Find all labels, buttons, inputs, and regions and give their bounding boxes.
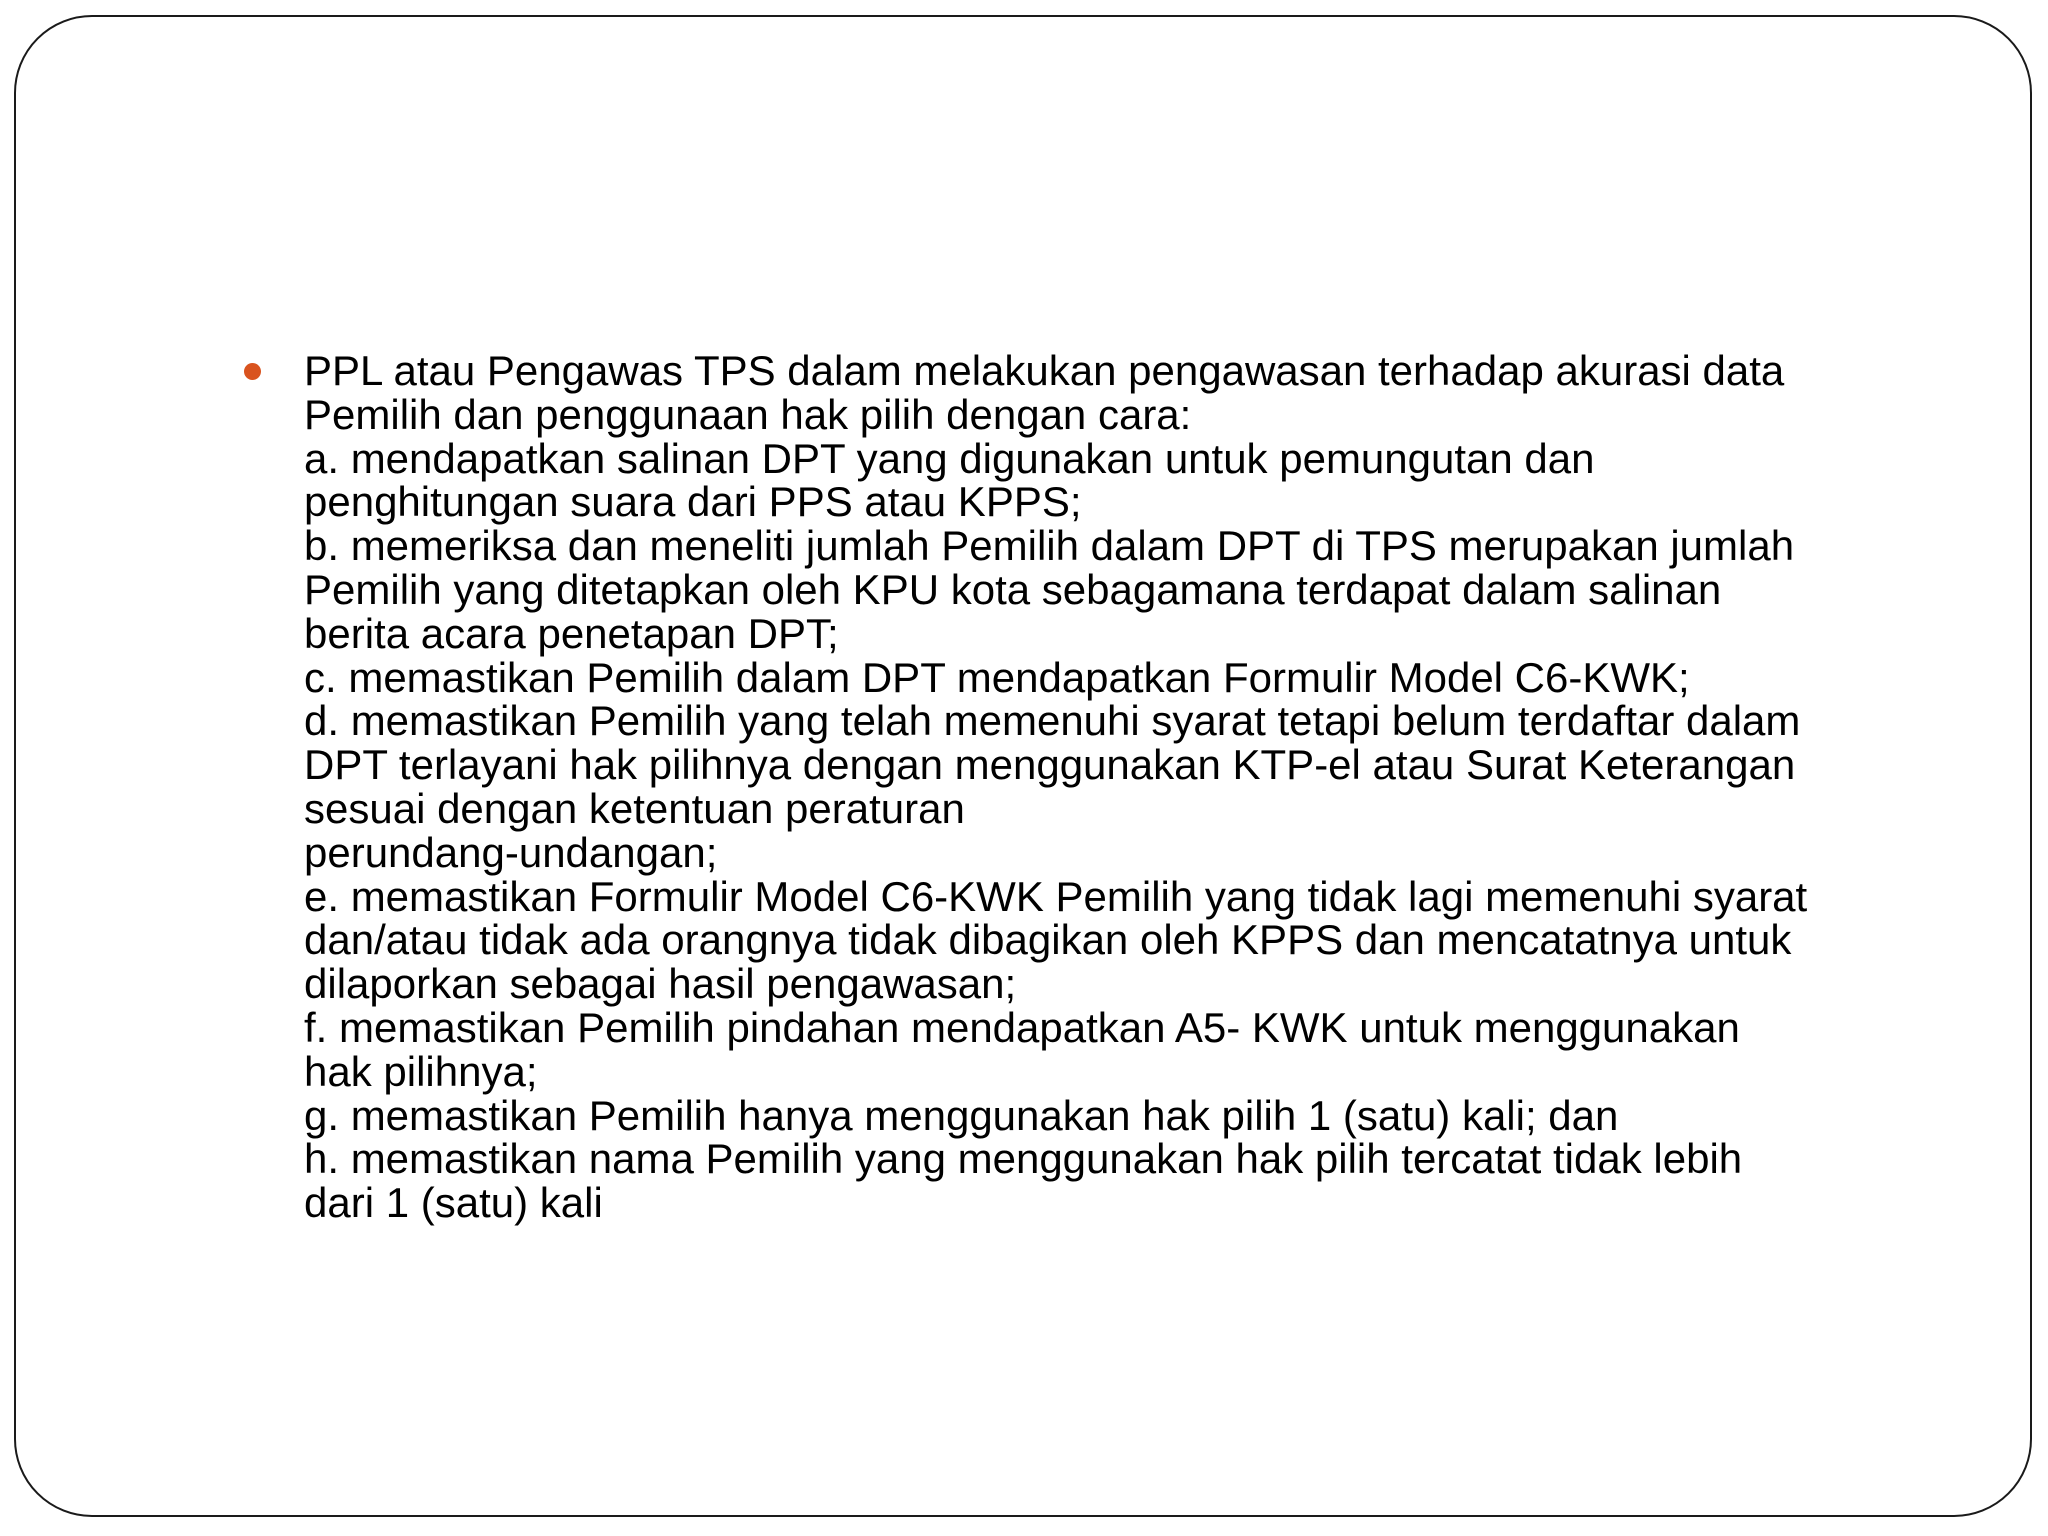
text-line: a. mendapatkan salinan DPT yang digunakan untuk pemungutan dan [304,434,1595,482]
text-line: f. memastikan Pemilih pindahan mendapatkan A5- KWK untuk menggunakan [304,1003,1740,1051]
text-line: dari 1 (satu) kali [304,1179,603,1227]
text-line: DPT terlayani hak pilihnya dengan menggunakan KTP-el atau Surat Keterangan [304,741,1796,789]
text-line: Pemilih yang ditetapkan oleh KPU kota sebagamana terdapat dalam salinan [304,565,1722,613]
bullet-text [304,349,1994,1225]
text-line: berita acara penetapan DPT; [304,609,839,657]
text-line: penghitungan suara dari PPS atau KPPS; [304,478,1082,526]
slide-frame [14,15,2032,1517]
text-line: e. memastikan Formulir Model C6-KWK Pemilih yang tidak lagi memenuhi syarat [304,872,1808,920]
text-line: dan/atau tidak ada orangnya tidak dibagikan oleh KPPS dan mencatatnya untuk [304,916,1792,964]
text-line: b. memeriksa dan meneliti jumlah Pemilih dalam DPT di TPS merupakan jumlah [304,522,1795,570]
text-line: PPL atau Pengawas TPS dalam melakukan pengawasan terhadap akurasi data [304,347,1785,394]
text-line: c. memastikan Pemilih dalam DPT mendapatkan Formulir Model C6-KWK; [304,653,1690,701]
bullet-dot-icon [244,363,261,380]
text-line: hak pilihnya; [304,1047,538,1095]
text-line: h. memastikan nama Pemilih yang menggunakan hak pilih tercatat tidak lebih [304,1135,1743,1183]
text-line: d. memastikan Pemilih yang telah memenuhi syarat tetapi belum terdaftar dalam [304,697,1801,745]
text-line: dilaporkan sebagai hasil pengawasan; [304,960,1017,1008]
text-line: perundang-undangan; [304,828,718,876]
text-line: Pemilih dan penggunaan hak pilih dengan cara: [304,390,1192,438]
text-line: sesuai dengan ketentuan peraturan [304,784,965,832]
text-line: g. memastikan Pemilih hanya menggunakan hak pilih 1 (satu) kali; dan [304,1091,1619,1139]
